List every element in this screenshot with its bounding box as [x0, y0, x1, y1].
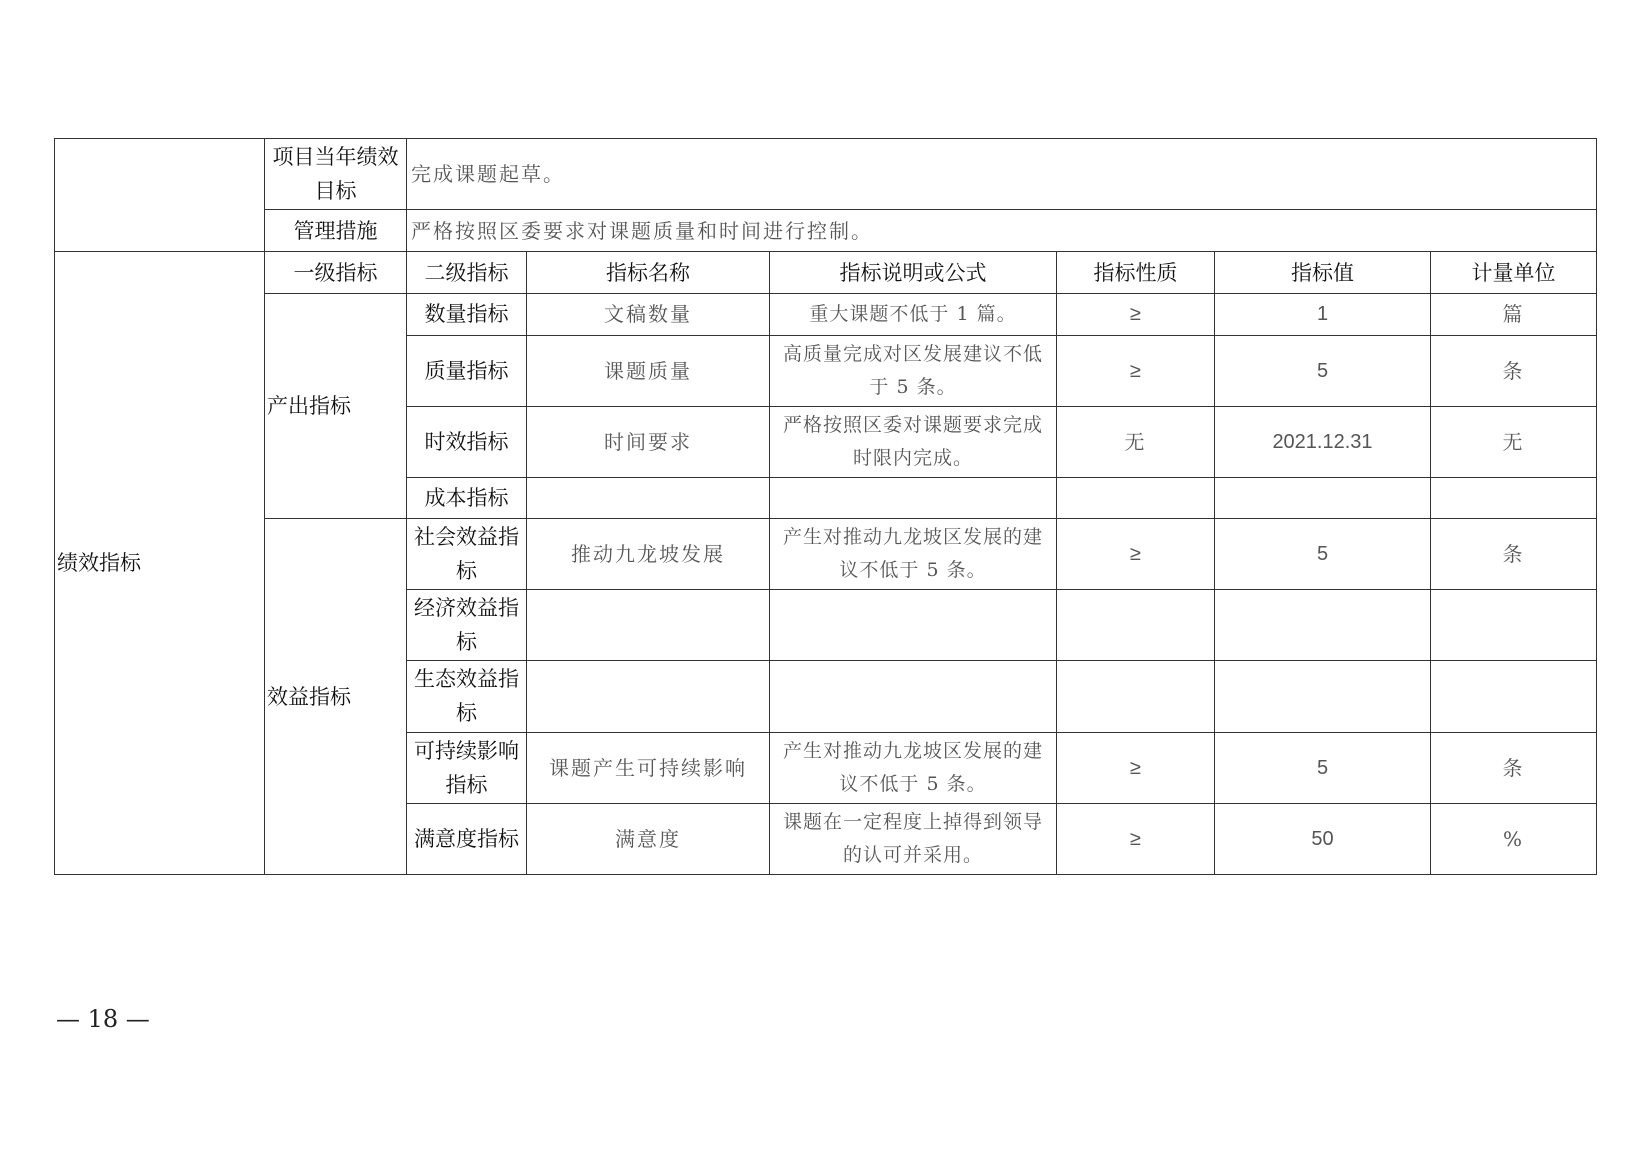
desc-cell: 重大课题不低于 1 篇。 — [770, 294, 1057, 335]
name-cell — [527, 477, 770, 518]
value-cell: 5 — [1215, 519, 1431, 590]
unit-cell: 条 — [1431, 335, 1597, 406]
header-cell: 指标性质 — [1057, 252, 1215, 294]
nature-cell: ≥ — [1057, 732, 1215, 803]
unit-cell — [1431, 590, 1597, 661]
nature-cell: 无 — [1057, 406, 1215, 477]
level2-cell: 经济效益指标 — [407, 590, 527, 661]
level2-cell: 可持续影响指标 — [407, 732, 527, 803]
value-cell — [1215, 477, 1431, 518]
header-cell: 一级指标 — [265, 252, 407, 294]
unit-cell: 无 — [1431, 406, 1597, 477]
nature-cell — [1057, 590, 1215, 661]
desc-cell — [770, 477, 1057, 518]
table-row — [55, 294, 1597, 335]
nature-cell: ≥ — [1057, 335, 1215, 406]
value-cell: 5 — [1215, 732, 1431, 803]
unit-cell: 条 — [1431, 519, 1597, 590]
desc-cell — [770, 661, 1057, 732]
desc-cell: 高质量完成对区发展建议不低于 5 条。 — [770, 335, 1057, 406]
name-cell — [527, 590, 770, 661]
measures-text: 严格按照区委要求对课题质量和时间进行控制。 — [407, 210, 1597, 252]
name-cell: 时间要求 — [527, 406, 770, 477]
header-row — [55, 252, 1597, 294]
nature-cell: ≥ — [1057, 519, 1215, 590]
level2-cell: 质量指标 — [407, 335, 527, 406]
unit-cell: 篇 — [1431, 294, 1597, 335]
name-cell: 课题质量 — [527, 335, 770, 406]
header-cell: 指标说明或公式 — [770, 252, 1057, 294]
nature-cell: ≥ — [1057, 294, 1215, 335]
nature-cell — [1057, 661, 1215, 732]
output-label: 产出指标 — [265, 294, 407, 519]
header-cell: 指标名称 — [527, 252, 770, 294]
name-cell — [527, 661, 770, 732]
value-cell — [1215, 661, 1431, 732]
unit-cell — [1431, 661, 1597, 732]
header-cell: 计量单位 — [1431, 252, 1597, 294]
name-cell: 文稿数量 — [527, 294, 770, 335]
nature-cell: ≥ — [1057, 803, 1215, 874]
desc-cell: 产生对推动九龙坡区发展的建议不低于 5 条。 — [770, 519, 1057, 590]
name-cell: 课题产生可持续影响 — [527, 732, 770, 803]
benefit-label: 效益指标 — [265, 519, 407, 875]
goal-row — [55, 139, 1597, 210]
level2-cell: 满意度指标 — [407, 803, 527, 874]
header-cell: 指标值 — [1215, 252, 1431, 294]
measures-row — [55, 210, 1597, 252]
unit-cell — [1431, 477, 1597, 518]
level2-cell: 时效指标 — [407, 406, 527, 477]
unit-cell: 条 — [1431, 732, 1597, 803]
section-label: 绩效指标 — [55, 252, 265, 875]
value-cell: 1 — [1215, 294, 1431, 335]
desc-cell: 严格按照区委对课题要求完成时限内完成。 — [770, 406, 1057, 477]
desc-cell: 课题在一定程度上掉得到领导的认可并采用。 — [770, 803, 1057, 874]
blank-cell — [55, 139, 265, 252]
level2-cell: 数量指标 — [407, 294, 527, 335]
value-cell — [1215, 590, 1431, 661]
level2-cell: 成本指标 — [407, 477, 527, 518]
name-cell: 推动九龙坡发展 — [527, 519, 770, 590]
table-row — [55, 519, 1597, 590]
measures-label: 管理措施 — [265, 210, 407, 252]
value-cell: 5 — [1215, 335, 1431, 406]
name-cell: 满意度 — [527, 803, 770, 874]
value-cell: 50 — [1215, 803, 1431, 874]
goal-label: 项目当年绩效目标 — [265, 139, 407, 210]
value-cell: 2021.12.31 — [1215, 406, 1431, 477]
unit-cell: % — [1431, 803, 1597, 874]
desc-cell: 产生对推动九龙坡区发展的建议不低于 5 条。 — [770, 732, 1057, 803]
page-number: — 18 — — [56, 1005, 150, 1033]
performance-table — [54, 138, 1597, 875]
nature-cell — [1057, 477, 1215, 518]
desc-cell — [770, 590, 1057, 661]
goal-text: 完成课题起草。 — [407, 139, 1597, 210]
level2-cell: 生态效益指标 — [407, 661, 527, 732]
level2-cell: 社会效益指标 — [407, 519, 527, 590]
header-cell: 二级指标 — [407, 252, 527, 294]
